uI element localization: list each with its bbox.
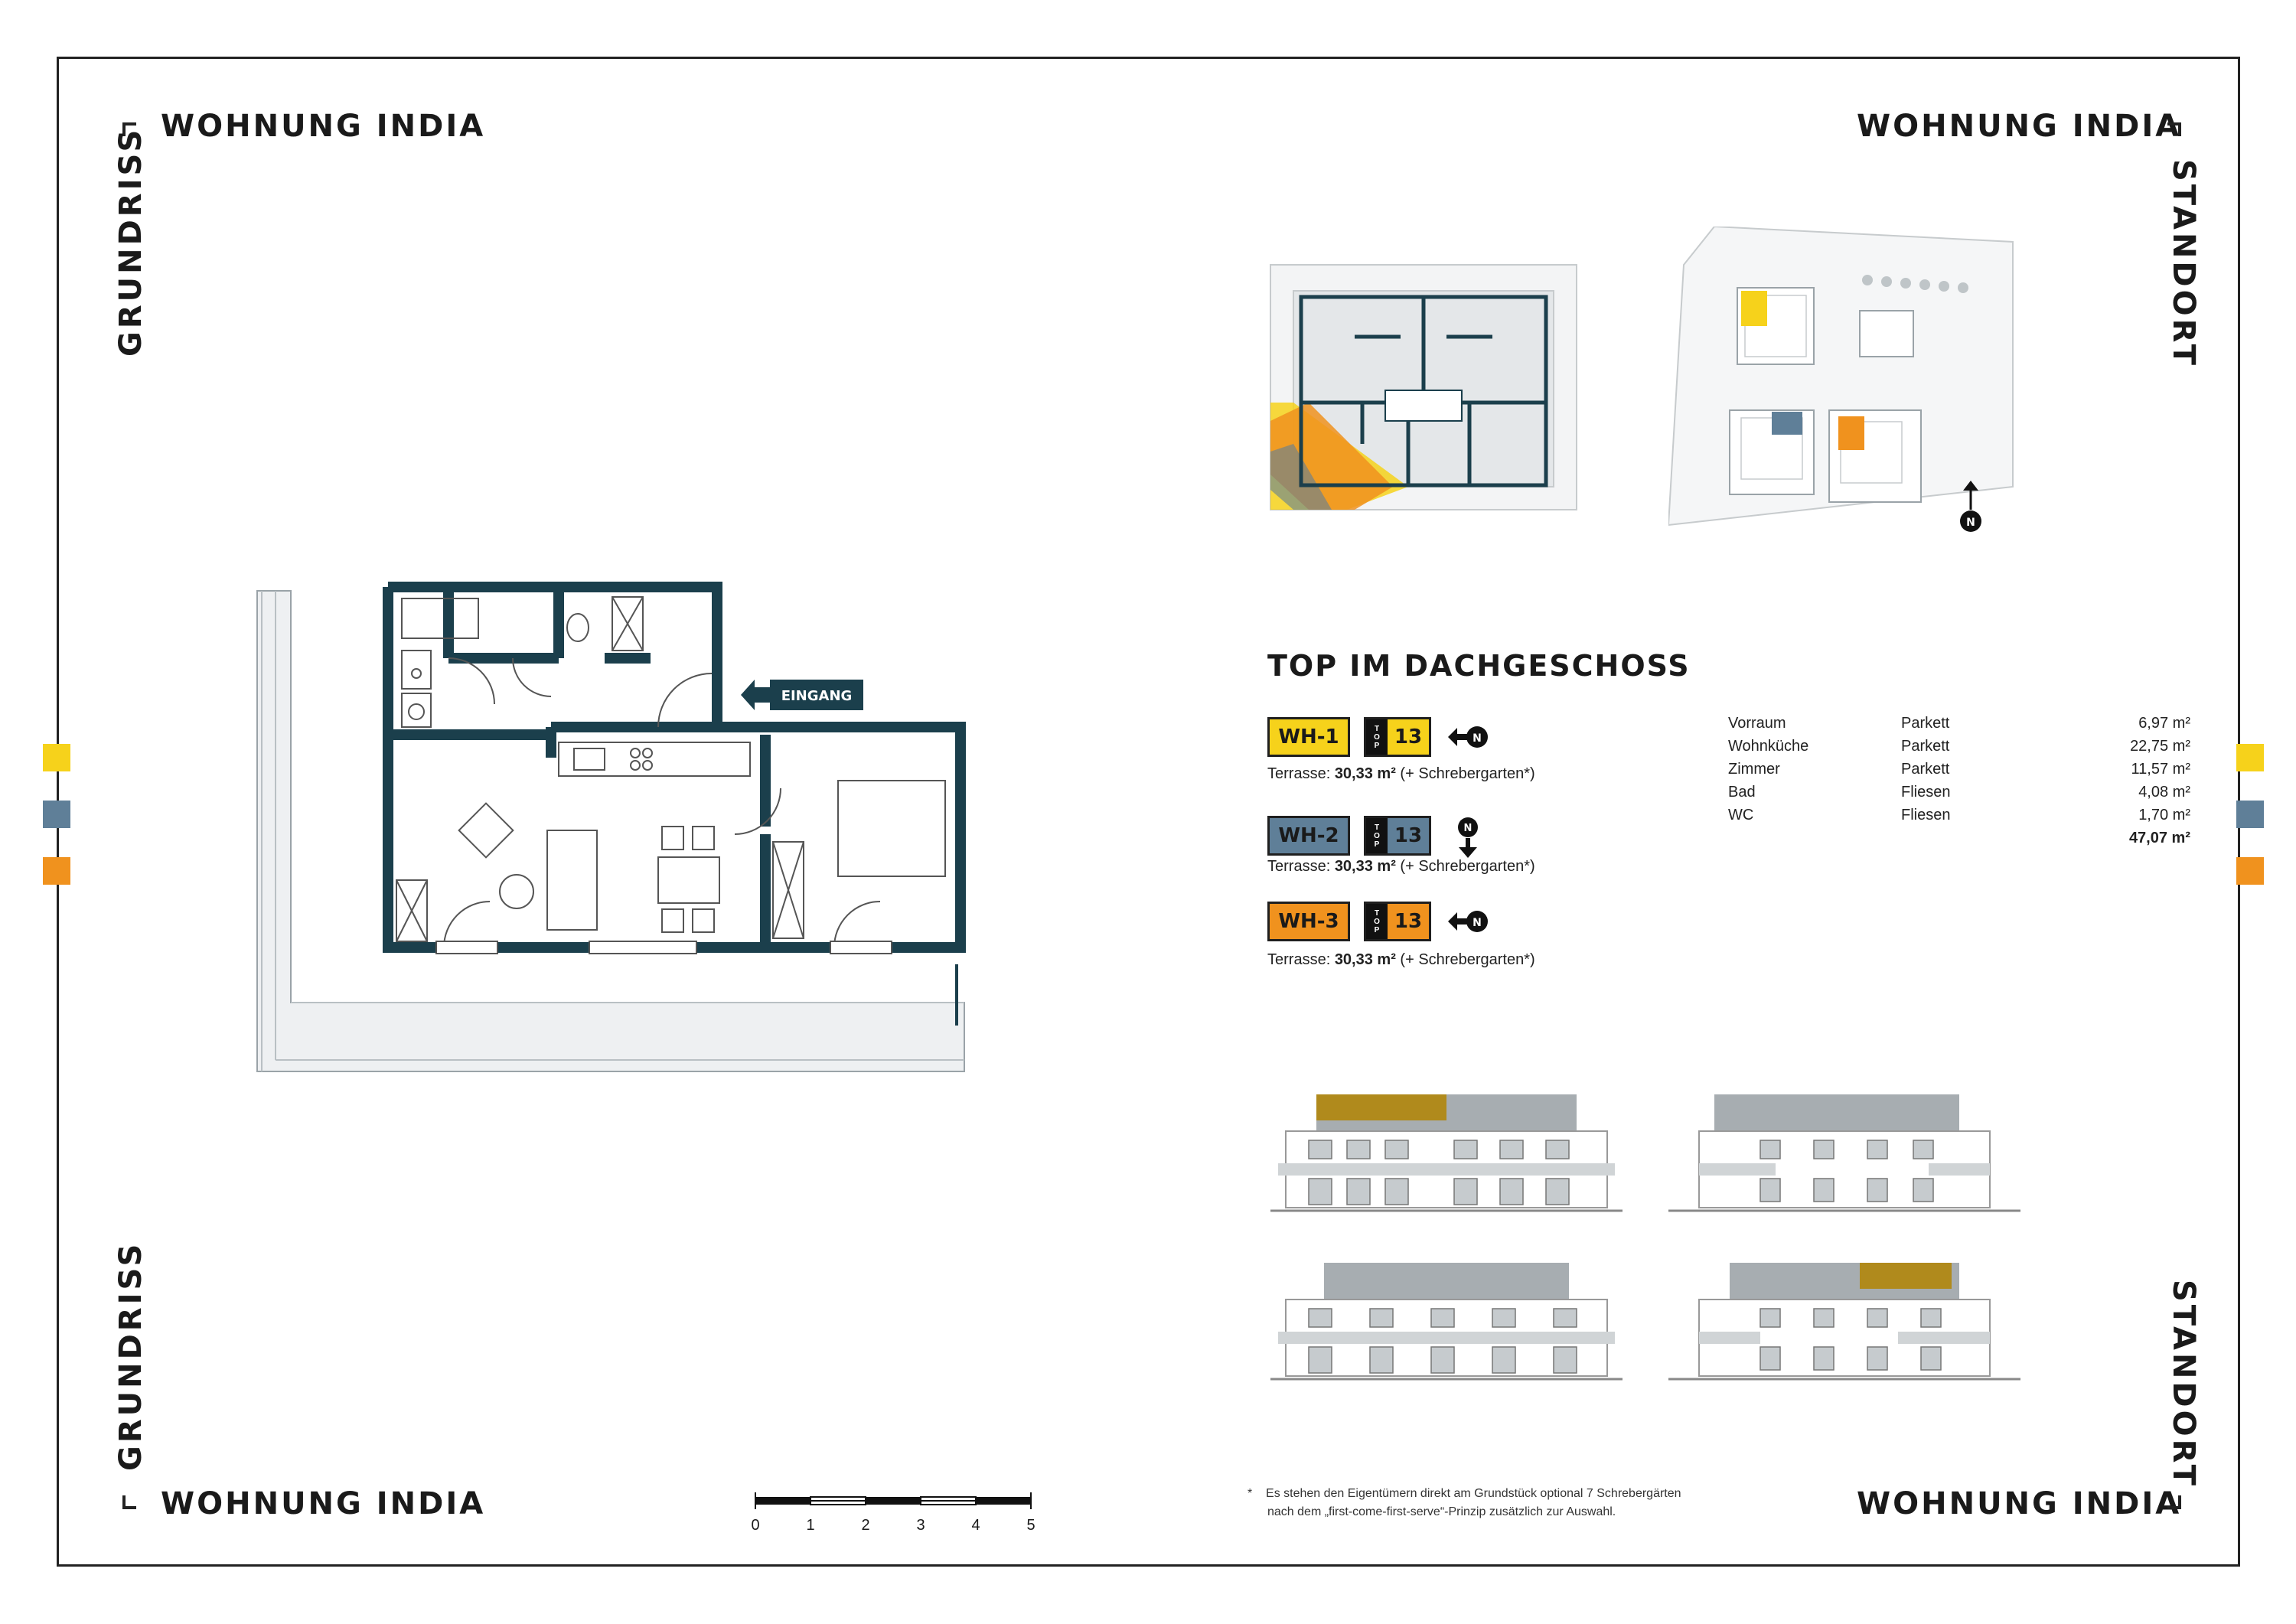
corner-tick: [2167, 1495, 2181, 1509]
top-number-box: [1364, 902, 1431, 941]
side-title-right-top: STANDORT: [2166, 159, 2201, 368]
color-square-wh2: [2236, 801, 2264, 828]
scale-label: 5: [1026, 1517, 1035, 1534]
color-square-wh1: [43, 744, 70, 771]
top-label: T O P: [1366, 719, 1388, 755]
unit-badge: WH-1: [1267, 717, 1350, 757]
top-label: T O P: [1366, 818, 1388, 853]
north-arrow-icon: [1445, 906, 1491, 937]
side-title-right-bottom: STANDORT: [2166, 1280, 2201, 1489]
footnote-line2: nach dem „first-come-first-serve“-Prinzip zusätzlich zur Auswahl.: [1267, 1505, 1616, 1518]
room-table: [1728, 712, 2190, 850]
scale-label: 0: [751, 1517, 760, 1534]
scale-label: 1: [806, 1517, 815, 1534]
footnote-line1: Es stehen den Eigentümern direkt am Grundstück optional 7 Schrebergärten: [1266, 1487, 1681, 1500]
footnote-marker: *: [1247, 1487, 1253, 1500]
color-square-wh2: [43, 801, 70, 828]
color-square-wh3: [43, 857, 70, 885]
scale-label: 3: [916, 1517, 925, 1534]
side-title-left-bottom: GRUNDRISS: [113, 1241, 148, 1471]
unit-terrace-wh3: Terrasse: 30,33 m² (+ Schrebergarten*): [1267, 951, 1535, 968]
corner-tick: [2167, 122, 2181, 136]
room-row: Zimmer Parkett 11,57 m²: [1728, 760, 2190, 778]
unit-badge: WH-3: [1267, 902, 1350, 941]
north-arrow-icon: [1445, 722, 1491, 752]
site-plan: [1668, 227, 2020, 540]
section-title: TOP IM DACHGESCHOSS: [1267, 649, 1691, 683]
title-top-right: WOHNUNG INDIA: [1857, 109, 2182, 144]
room-row: Bad Fliesen 4,08 m²: [1728, 783, 2190, 801]
room-row: Wohnküche Parkett 22,75 m²: [1728, 737, 2190, 755]
unit-terrace-wh2: Terrasse: 30,33 m² (+ Schrebergarten*): [1267, 858, 1535, 875]
room-row: WC Fliesen 1,70 m²: [1728, 806, 2190, 823]
top-number-box: [1364, 816, 1431, 856]
svg-text:N: N: [1473, 917, 1482, 929]
side-title-left-top: GRUNDRISS: [113, 126, 148, 357]
elevation-view: [1270, 1255, 1623, 1393]
title-bottom-left: WOHNUNG INDIA: [161, 1486, 486, 1521]
north-arrow-icon: [1445, 817, 1491, 863]
total-row: [1728, 827, 2190, 850]
color-square-wh3: [2236, 857, 2264, 885]
top-number-box: [1364, 717, 1431, 757]
footnote: [1247, 1485, 1681, 1521]
top-number: 13: [1394, 726, 1423, 748]
entrance-label: EINGANG: [781, 688, 853, 704]
north-label: N: [1966, 517, 1975, 529]
title-top-left: WOHNUNG INDIA: [161, 109, 486, 144]
floor-plan: [253, 582, 987, 1087]
floor-key-plan: [1263, 260, 1584, 520]
total-area: 47,07 m²: [2128, 829, 2190, 846]
title-bottom-right: WOHNUNG INDIA: [1857, 1486, 2182, 1521]
scale-bar: [754, 1492, 1037, 1509]
scale-label: 2: [861, 1517, 870, 1534]
top-label: T O P: [1366, 904, 1388, 939]
top-number: 13: [1394, 910, 1423, 933]
svg-text:N: N: [1463, 823, 1473, 834]
elevation-view: [1668, 1255, 2020, 1393]
unit-row-wh2: [1267, 809, 1491, 863]
top-number: 13: [1394, 824, 1423, 847]
unit-row-wh3: [1267, 902, 1491, 941]
corner-tick: [122, 1495, 136, 1509]
elevation-view: [1270, 1087, 1623, 1225]
scale-label: 4: [971, 1517, 980, 1534]
room-row: Vorraum Parkett 6,97 m²: [1728, 714, 2190, 732]
svg-text:N: N: [1473, 732, 1482, 745]
color-square-wh1: [2236, 744, 2264, 771]
unit-terrace-wh1: Terrasse: 30,33 m² (+ Schrebergarten*): [1267, 765, 1535, 782]
unit-row-wh1: [1267, 717, 1491, 757]
unit-badge: WH-2: [1267, 816, 1350, 856]
elevation-view: [1668, 1087, 2020, 1225]
